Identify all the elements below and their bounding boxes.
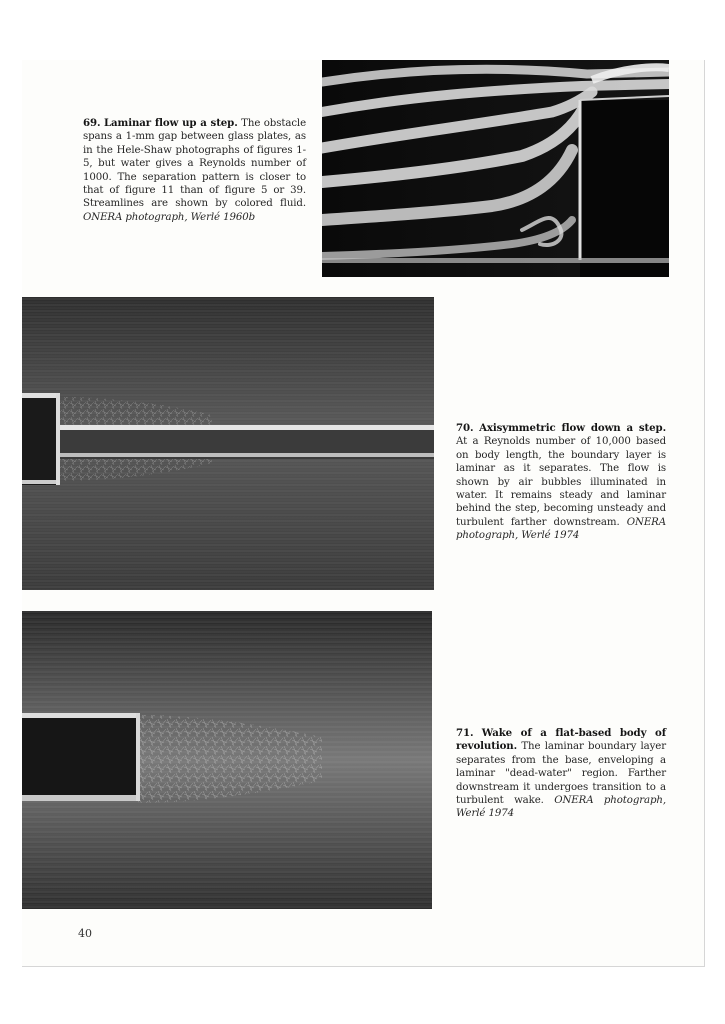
figure-70-number: 70. (456, 422, 474, 434)
figure-69-caption (83, 117, 306, 224)
figure-69-title: Laminar flow up a step. (103, 117, 238, 129)
figure-70-photo (22, 297, 434, 590)
figure-70-caption (456, 422, 666, 543)
figure-69-body: The obstacle spans a 1-mm gap between glass plates, as in the Hele-Shaw photographs of figures 1-5, but water gives a Reynolds number of 1000. The separation pattern is closer to that of figure 11 than of figure 5 or 39. Streamlines are shown by colored fluid. (83, 118, 307, 210)
figure-69-number: 69. (83, 117, 101, 129)
figure-71-number: 71. (456, 727, 474, 739)
page-number: 40 (78, 927, 92, 940)
figure-69-credit: ONERA photograph, Werlé 1960b (83, 211, 256, 223)
figure-71-caption (456, 727, 666, 821)
figure-69-photo (322, 60, 669, 277)
figure-71-credit: ONERA photograph, Werlé 1974 (456, 795, 667, 820)
figure-71-photo (22, 611, 432, 909)
figure-70-title: Axisymmetric flow down a step. (479, 422, 667, 434)
figure-71-title: Wake of a flat-based body of revolution. (456, 727, 666, 753)
figure-70-body: At a Reynolds number of 10,000 based on body length, the boundary layer is laminar as it separates. The flow is shown by air bubbles illuminated in water. It remains steady and laminar behind the step, becoming unsteady and turbulent farther downstream. (456, 436, 666, 528)
figure-71-body: The laminar boundary layer separates from the base, enveloping a laminar "dead-water" region. Farther downstream it undergoes transition to a turbulent wake. (456, 741, 666, 807)
figure-70-credit: ONERA photograph, Werlé 1974 (456, 516, 666, 542)
